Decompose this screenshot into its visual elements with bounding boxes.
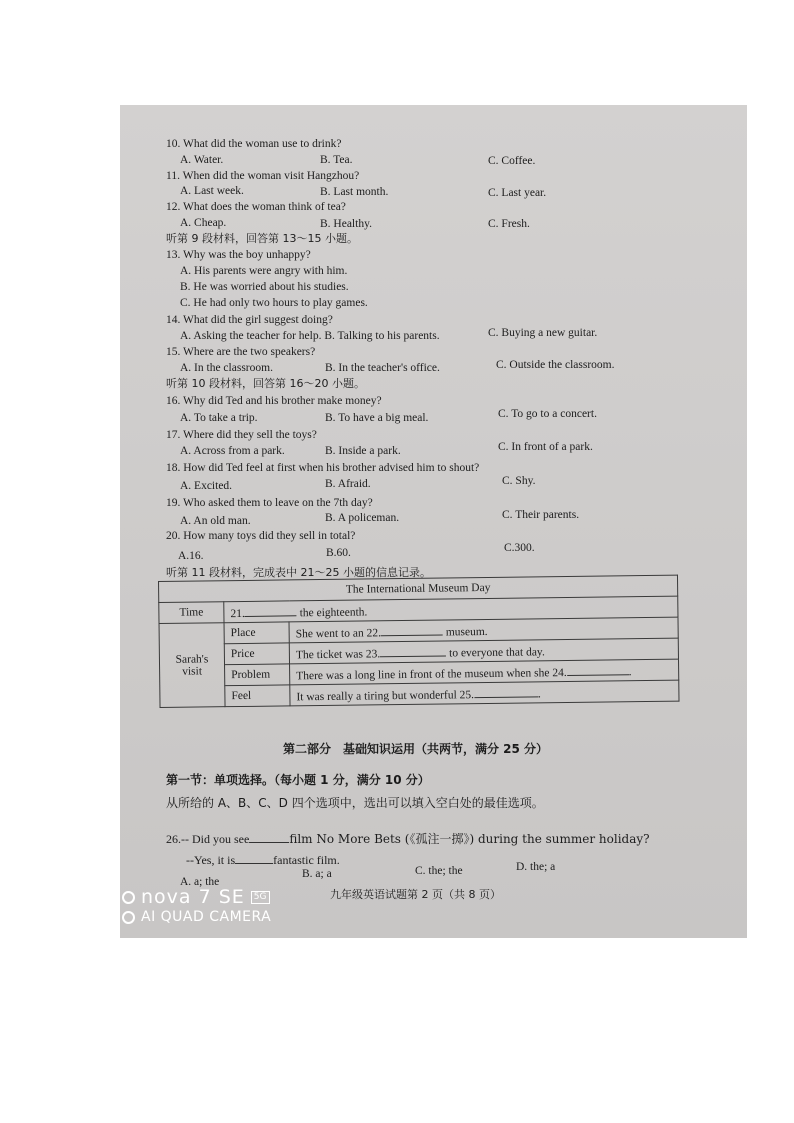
option-a: A. His parents were angry with him. [180,265,348,277]
option-c: C. In front of a park. [498,441,593,453]
watermark-brand: nova 7 SE [141,886,245,908]
price-cell: The ticket was 23. to everyone that day. [289,638,678,664]
option-b: B. He was worried about his studies. [180,281,349,293]
option-c: C. the; the [415,865,463,877]
section-11-instruction: 听第 11 段材料，完成表中 21～25 小题的信息记录。 [166,566,431,579]
option-a: A. An old man. [180,515,251,527]
blank-23[interactable] [380,644,446,657]
blank-26a[interactable] [249,831,289,843]
ring-icon [122,911,135,924]
option-a: A. Water. [180,154,224,166]
blank-22[interactable] [381,623,443,636]
camera-watermark [122,887,271,927]
option-c: C. Coffee. [488,155,536,167]
option-a: A. a; the [180,876,220,888]
question-16: 16. Why did Ted and his brother make money? [166,395,382,407]
question-17: 17. Where did they sell the toys? [166,429,317,441]
question-10: 10. What did the woman use to drink? [166,138,342,150]
price-label: Price [224,643,289,665]
option-b: B. To have a big meal. [325,412,429,424]
blank-25[interactable] [474,685,538,698]
question-19: 19. Who asked them to leave on the 7th day? [166,497,373,509]
option-c: C. Buying a new guitar. [488,327,598,339]
watermark-subtitle: AI QUAD CAMERA [141,909,272,925]
option-ab: A. Asking the teacher for help. B. Talking to his parents. [180,330,440,342]
section-10-instruction: 听第 10 段材料，回答第 16～20 小题。 [166,377,365,390]
problem-cell: There was a long line in front of the museum when she 24. . [290,659,679,685]
feel-cell: It was really a tiring but wonderful 25. . [290,680,679,706]
question-12: 12. What does the woman think of tea? [166,201,346,213]
sarahs-visit-label: Sarah's visit [159,623,225,708]
question-14: 14. What did the girl suggest doing? [166,314,333,326]
option-d: D. the; a [516,861,556,873]
place-label: Place [224,622,289,644]
option-b: B. Tea. [320,154,353,166]
option-c: C. Shy. [502,475,536,487]
option-c: C. Last year. [488,187,547,199]
option-b: B.60. [326,547,351,559]
time-cell: 21. the eighteenth. [224,596,678,623]
question-18: 18. How did Ted feel at first when his brother advised him to shout? [166,462,480,474]
page-footer: 九年级英语试题第 2 页（共 8 页） [330,888,501,901]
option-a: A. Excited. [180,480,233,492]
place-cell: She went to an 22. museum. [289,617,678,643]
blank-21[interactable] [245,604,297,617]
option-a: A. Cheap. [180,217,227,229]
question-15: 15. Where are the two speakers? [166,346,316,358]
option-c: C. Their parents. [502,509,580,521]
time-label: Time [159,602,224,624]
option-b: B. a; a [302,868,332,880]
question-11: 11. When did the woman visit Hangzhou? [166,170,360,182]
option-b: B. Afraid. [325,478,371,490]
museum-day-table [158,575,680,708]
option-a: A. Last week. [180,185,244,197]
option-c: C. To go to a concert. [498,408,597,420]
option-b: B. In the teacher's office. [325,362,440,374]
ring-icon [122,891,135,904]
table-title: The International Museum Day [159,575,678,602]
question-20: 20. How many toys did they sell in total? [166,530,356,542]
option-a: A. To take a trip. [180,412,258,424]
option-c: C. Fresh. [488,218,530,230]
blank-26b[interactable] [235,852,273,864]
question-26-response: --Yes, it is fantastic film. [186,853,340,867]
question-13: 13. Why was the boy unhappy? [166,249,311,261]
option-c: C.300. [504,542,535,554]
watermark-badge: 5G [251,891,270,904]
blank-24[interactable] [567,663,629,676]
section-9-instruction: 听第 9 段材料，回答第 13～15 小题。 [166,232,358,245]
problem-label: Problem [225,664,290,686]
instruction: 从所给的 A、B、C、D 四个选项中，选出可以填入空白处的最佳选项。 [166,796,544,810]
option-b: B. A policeman. [325,512,400,524]
option-c: C. He had only two hours to play games. [180,297,368,309]
option-b: B. Healthy. [320,218,372,230]
feel-label: Feel [225,685,290,707]
option-b: B. Inside a park. [325,445,401,457]
exam-page-photo [120,105,747,938]
option-c: C. Outside the classroom. [496,359,615,371]
part-2-heading: 第二部分 基础知识运用（共两节，满分 25 分） [283,742,549,756]
option-a: A.16. [178,550,204,562]
option-a: A. In the classroom. [180,362,273,374]
option-a: A. Across from a park. [180,445,285,457]
question-26: 26.-- Did you see film No More Bets (《孤注一掷》) during the summer holiday? [166,832,650,846]
option-b: B. Last month. [320,186,389,198]
section-1-heading: 第一节：单项选择。（每小题 1 分，满分 10 分） [166,773,430,787]
